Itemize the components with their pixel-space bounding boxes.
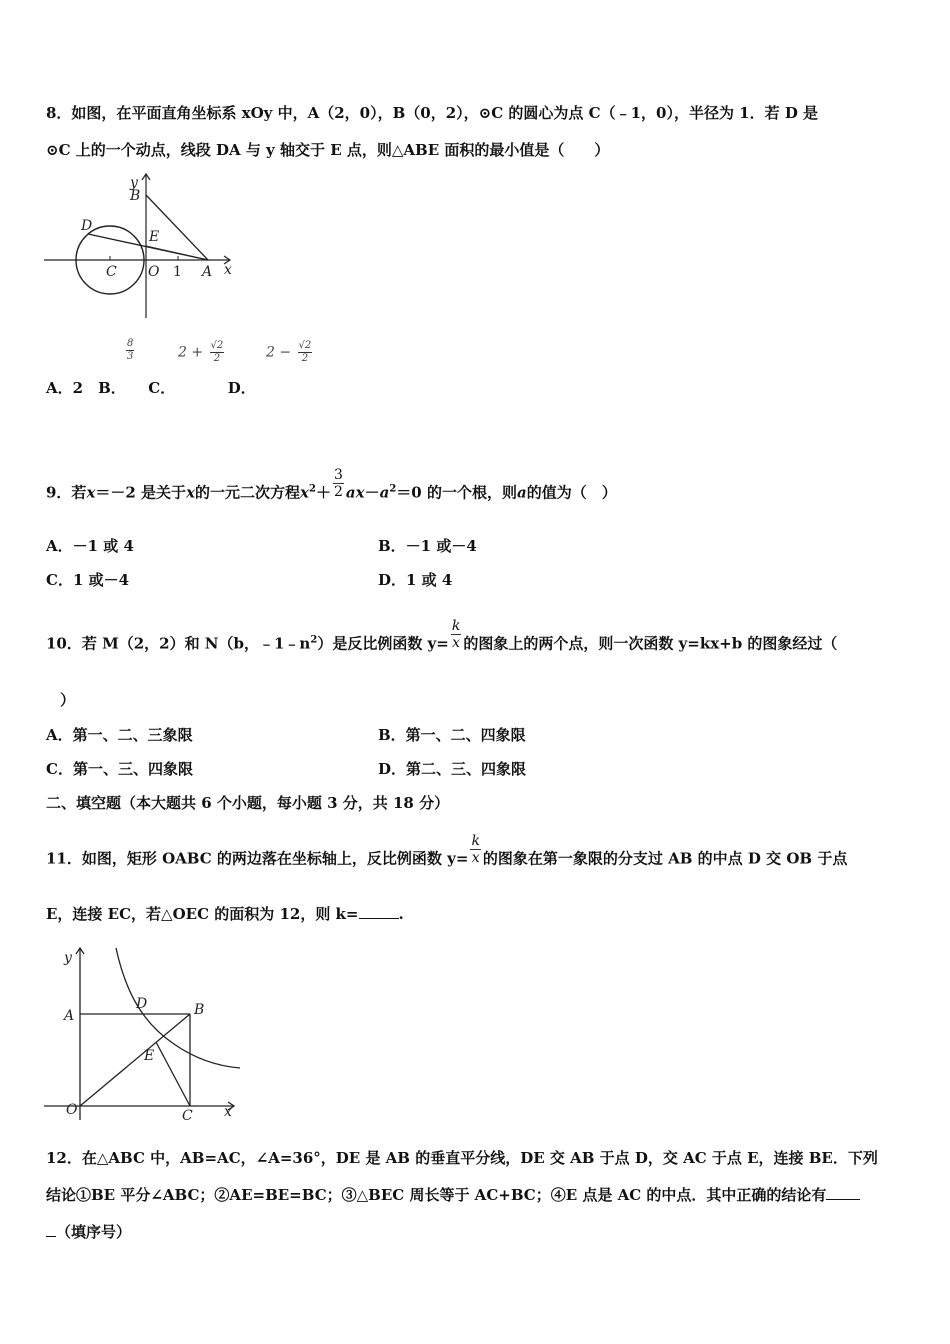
q8-optc-num: √2 xyxy=(210,340,224,351)
q11-answer-blank[interactable] xyxy=(359,918,399,919)
q9-var-a1: a xyxy=(379,483,390,502)
q8-options: A．2 B． C． D． xyxy=(46,379,256,397)
hyperbola-curve xyxy=(116,948,240,1068)
q8-optd-num: √2 xyxy=(298,340,312,351)
q8-option-b-image xyxy=(124,338,136,363)
q10-close-paren: ） xyxy=(60,691,76,709)
segment-ob xyxy=(80,1014,190,1106)
fig-label-a: A xyxy=(202,264,213,280)
q8-text-line1: 8．如图，在平面直角坐标系 xOy 中，A（2，0），B（0，2），⊙C 的圆心为点 C（﹣1，0），半径为 1．若 D 是 xyxy=(46,104,819,122)
q10-option-b[interactable]: B．第一、二、四象限 xyxy=(378,726,526,744)
q9-mid2: 的一元二次方程 xyxy=(195,483,301,502)
fig-label-d: D xyxy=(136,996,148,1012)
q9-var-x3: x xyxy=(300,483,309,502)
q8-optc-den: 2 xyxy=(210,352,225,365)
q8-optb-den: 3 xyxy=(127,351,134,362)
fig-label-y: y xyxy=(130,175,138,191)
q9-prefix: 9．若 xyxy=(46,483,87,502)
q8-text-line2: ⊙C 上的一个动点，线段 DA 与 y 轴交于 E 点，则△ABE 面积的最小值是（ ） xyxy=(46,141,610,159)
q9-term: ax xyxy=(345,483,365,502)
fig-label-c: C xyxy=(182,1108,193,1124)
q9-option-a[interactable]: A．－1 或 4 xyxy=(46,537,134,555)
q11-suffix: 的图象在第一象限的分支过 AB 的中点 D 交 OB 于点 xyxy=(482,849,848,868)
fig-label-o: O xyxy=(148,264,160,280)
q11-figure xyxy=(44,944,244,1124)
q11-text-line2 xyxy=(46,904,404,924)
q9-mid1: ＝－2 是关于 xyxy=(95,483,187,502)
q10-frac-den: x xyxy=(452,635,461,651)
q11-line2-end: . xyxy=(398,905,404,923)
fig-label-d: D xyxy=(81,218,93,234)
q11-frac-den: x xyxy=(471,850,480,866)
q9-sq1: 2 xyxy=(308,483,316,495)
fig-label-o: O xyxy=(66,1102,78,1118)
q10-text xyxy=(46,618,838,661)
q10-frac-num: k xyxy=(451,618,461,634)
q9-sq2: 2 xyxy=(389,483,397,495)
fig-label-x: x xyxy=(224,1104,232,1120)
fig-label-y: y xyxy=(64,950,72,966)
q10-option-c[interactable]: C．第一、三、四象限 xyxy=(46,760,193,778)
q12-text-line1: 12．在△ABC 中，AB=AC，∠A=36°，DE 是 AB 的垂直平分线，DE 交 AB 于点 D，交 AC 于点 E，连接 BE．下列 xyxy=(46,1149,878,1167)
q9-var-x1: x xyxy=(86,483,96,502)
q8-option-d-image xyxy=(266,340,314,365)
fig-label-one: 1 xyxy=(173,264,182,280)
q9-suffix: 的值为（ ） xyxy=(526,483,617,502)
q11-line2: E，连接 EC，若△OEC 的面积为 12，则 k= xyxy=(46,905,359,923)
section-heading-fill-in: 二、填空题（本大题共 6 个小题，每小题 3 分，共 18 分） xyxy=(46,794,450,812)
q9-plus: ＋ xyxy=(315,483,331,502)
q9-frac-den: 2 xyxy=(333,484,343,500)
fig-label-a: A xyxy=(64,1008,75,1024)
q12-answer-blank-part1[interactable] xyxy=(826,1199,860,1200)
segment-ab xyxy=(146,195,208,260)
q12-text-line2 xyxy=(46,1185,860,1205)
q8-optd-den: 2 xyxy=(298,352,313,365)
q11-prefix: 11．如图，矩形 OABC 的两边落在坐标轴上，反比例函数 y= xyxy=(46,849,469,868)
q8-optd-prefix: 2 − xyxy=(266,344,292,361)
q12-line2: 结论①BE 平分∠ABC；②AE=BE=BC；③△BEC 周长等于 AC+BC；④E 点是 AC 的中点．其中正确的结论有 xyxy=(46,1186,827,1204)
q10-mid: ）是反比例函数 y= xyxy=(317,634,449,653)
q12-answer-blank-part2[interactable] xyxy=(46,1236,56,1237)
fig-label-x: x xyxy=(224,262,232,278)
q9-text xyxy=(46,467,617,510)
q9-minus: － xyxy=(364,483,380,502)
q10-option-a[interactable]: A．第一、二、三象限 xyxy=(46,726,193,744)
fig-label-b: B xyxy=(130,188,141,204)
q9-mid3: ＝0 的一个根，则 xyxy=(396,483,517,502)
q9-var-a2: a xyxy=(516,483,527,502)
q9-var-x2: x xyxy=(186,483,196,502)
fig-label-b: B xyxy=(194,1002,205,1018)
q12-line3: （填序号） xyxy=(56,1223,132,1241)
fig-label-e: E xyxy=(149,229,160,245)
q8-figure xyxy=(44,170,239,320)
q10-prefix: 10．若 M（2，2）和 N（b，﹣1﹣n xyxy=(46,634,311,653)
q12-text-line3 xyxy=(46,1222,131,1242)
q9-option-b[interactable]: B．－1 或－4 xyxy=(378,537,477,555)
q11-text-line1 xyxy=(46,833,848,876)
fig-label-c: C xyxy=(106,264,117,280)
q8-option-c-image xyxy=(178,340,226,365)
fig-label-e: E xyxy=(144,1048,155,1064)
q9-option-c[interactable]: C．1 或－4 xyxy=(46,571,130,589)
q8-optb-num: 8 xyxy=(127,338,134,349)
q10-option-d[interactable]: D．第二、三、四象限 xyxy=(378,760,527,778)
q8-optc-prefix: 2 + xyxy=(178,344,204,361)
q9-option-d[interactable]: D．1 或 4 xyxy=(378,571,453,589)
q11-frac-num: k xyxy=(471,833,480,849)
q10-sq: 2 xyxy=(310,634,318,646)
q9-frac-num: 3 xyxy=(333,467,343,483)
q10-suffix: 的图象上的两个点，则一次函数 y=kx+b 的图象经过（ xyxy=(463,634,838,653)
